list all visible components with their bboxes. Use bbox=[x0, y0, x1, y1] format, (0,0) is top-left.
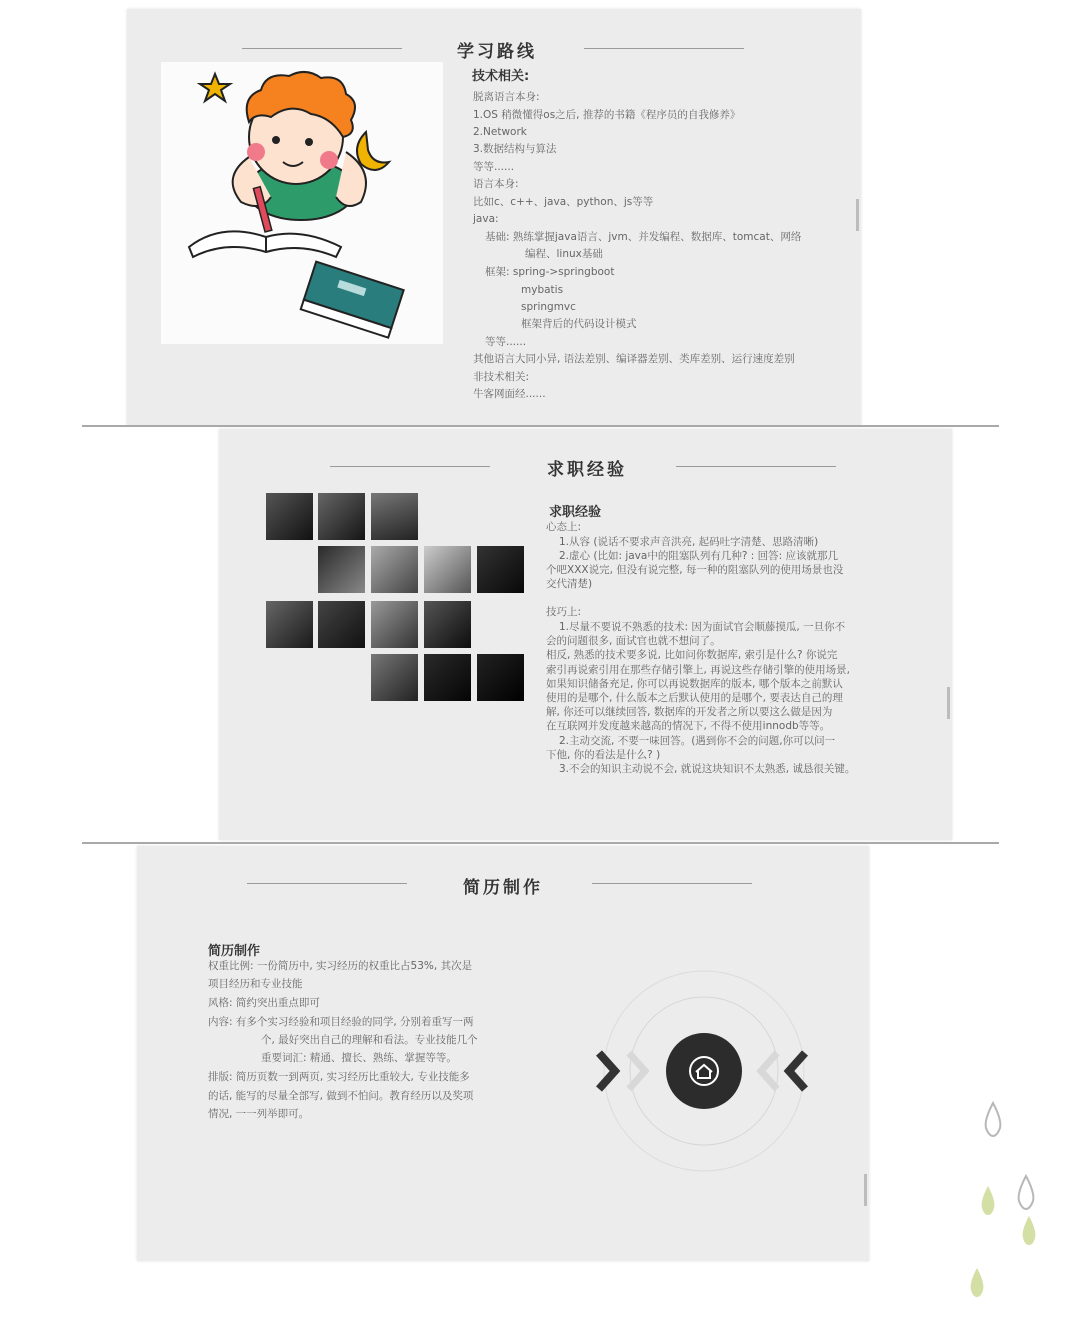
photo-tile bbox=[371, 493, 418, 540]
text-line: 框架背后的代码设计模式 bbox=[521, 318, 637, 330]
photo-tile bbox=[424, 546, 471, 593]
text-line: 情况, 一一列举即可。 bbox=[208, 1108, 310, 1120]
text-line: 2.Network bbox=[473, 126, 527, 138]
text-line: 牛客网面经...... bbox=[473, 388, 546, 400]
text-line: 相反, 熟悉的技术要多说, 比如问你数据库, 索引是什么? 你说完 bbox=[546, 649, 838, 661]
scrollbar[interactable] bbox=[864, 1174, 867, 1206]
text-line: mybatis bbox=[521, 284, 564, 296]
droplet-decoration bbox=[982, 1100, 1004, 1140]
home-navigation-graphic bbox=[587, 961, 827, 1181]
text-line: 等等...... bbox=[473, 161, 515, 173]
divider-line bbox=[82, 842, 999, 844]
text-line: 非技术相关: bbox=[473, 371, 530, 383]
text-line: 编程、linux基础 bbox=[525, 248, 603, 260]
photo-tile bbox=[371, 546, 418, 593]
text-line: 内容: 有多个实习经验和项目经验的同学, 分别着重写一两 bbox=[208, 1016, 474, 1028]
title-rule-left bbox=[242, 48, 402, 49]
text-line: java: bbox=[473, 213, 499, 225]
text-line: 在互联网并发度越来越高的情况下, 不得不使用innodb等等。 bbox=[546, 720, 831, 732]
text-line: 解, 你还可以继续回答, 数据库的开发者之所以要这么做是因为 bbox=[546, 706, 833, 718]
photo-tile bbox=[318, 601, 365, 648]
photo-tile bbox=[266, 601, 313, 648]
divider-line bbox=[82, 425, 999, 427]
slide-job-experience bbox=[219, 429, 952, 840]
photo-tile-mosaic bbox=[219, 429, 539, 729]
text-line: 等等...... bbox=[485, 336, 527, 348]
text-line: 技巧上: bbox=[546, 606, 582, 618]
text-line: 框架: spring->springboot bbox=[485, 266, 615, 278]
photo-tile bbox=[266, 493, 313, 540]
text-line: 比如c、c++、java、python、js等等 bbox=[473, 196, 654, 208]
slide-title: 学习路线 bbox=[457, 42, 537, 62]
text-line: 1.OS 稍微懂得os之后, 推荐的书籍《程序员的自我修养》 bbox=[473, 109, 741, 121]
text-line: 3.不会的知识主动说不会, 就说这块知识不太熟悉, 诚恳很关键。 bbox=[559, 763, 856, 775]
text-line: 的话, 能写的尽量全部写, 做到不怕问。教育经历以及奖项 bbox=[208, 1090, 474, 1102]
text-line: 1.从容 (说话不要求声音洪亮, 起码吐字清楚、思路清晰) bbox=[559, 536, 819, 548]
text-line: 语言本身: bbox=[473, 178, 519, 190]
photo-tile bbox=[318, 546, 365, 593]
section-heading: 技术相关: bbox=[472, 69, 530, 84]
text-line: 个吧XXX说完, 但没有说完整, 每一种的阻塞队列的使用场景也没 bbox=[546, 564, 844, 576]
boy-reading-image bbox=[161, 62, 443, 344]
text-line: 脱离语言本身: bbox=[473, 91, 540, 103]
text-line: 权重比例: 一份简历中, 实习经历的权重比占53%, 其次是 bbox=[208, 960, 473, 972]
text-line: 项目经历和专业技能 bbox=[208, 978, 303, 990]
text-line: 风格: 简约突出重点即可 bbox=[208, 997, 320, 1009]
droplet-decoration bbox=[1018, 1213, 1040, 1249]
text-line: 交代清楚) bbox=[546, 578, 593, 590]
photo-tile bbox=[371, 654, 418, 701]
slide-title: 简历制作 bbox=[463, 878, 543, 898]
illustration-boy-reading bbox=[161, 62, 443, 344]
photo-tile bbox=[371, 601, 418, 648]
photo-tile bbox=[424, 654, 471, 701]
slide-title: 求职经验 bbox=[547, 460, 627, 480]
photo-tile bbox=[477, 546, 524, 593]
slide-resume-making bbox=[137, 846, 869, 1261]
text-line: 重要词汇: 精通、擅长、熟练、掌握等等。 bbox=[261, 1052, 457, 1064]
text-line: 2.主动交流, 不要一味回答。(遇到你不会的问题,你可以问一 bbox=[559, 735, 836, 747]
title-rule-right bbox=[592, 883, 752, 884]
scrollbar[interactable] bbox=[947, 687, 950, 719]
text-line: 心态上: bbox=[546, 521, 582, 533]
text-line: 排版: 简历页数一到两页, 实习经历比重较大, 专业技能多 bbox=[208, 1071, 470, 1083]
droplet-decoration bbox=[977, 1183, 999, 1219]
photo-tile bbox=[318, 493, 365, 540]
text-line: 索引再说索引用在那些存储引擎上, 再说这些存储引擎的使用场景, bbox=[546, 664, 851, 676]
section-heading: 求职经验 bbox=[549, 505, 602, 520]
slide-learning-roadmap bbox=[127, 9, 861, 425]
title-rule-right bbox=[676, 466, 836, 467]
droplet-decoration bbox=[1015, 1173, 1037, 1213]
text-line: 如果知识储备充足, 你可以再说数据库的版本, 哪个版本之前默认 bbox=[546, 678, 843, 690]
scrollbar[interactable] bbox=[856, 199, 859, 231]
photo-tile bbox=[477, 654, 524, 701]
text-line: 1.尽量不要说不熟悉的技术: 因为面试官会顺藤摸瓜, 一旦你不 bbox=[559, 621, 846, 633]
photo-tile bbox=[424, 601, 471, 648]
section-heading: 简历制作 bbox=[208, 944, 261, 959]
text-line: 使用的是哪个, 什么版本之后默认使用的是哪个, 要表达自己的理 bbox=[546, 692, 843, 704]
droplet-decoration bbox=[966, 1265, 988, 1301]
text-line: 基础: 熟练掌握java语言、jvm、并发编程、数据库、tomcat、网络 bbox=[485, 231, 802, 243]
text-line: 2.虚心 (比如: java中的阻塞队列有几种? : 回答: 应该就那几 bbox=[559, 550, 838, 562]
text-line: 3.数据结构与算法 bbox=[473, 143, 557, 155]
text-line: 下他, 你的看法是什么? ) bbox=[546, 749, 661, 761]
text-line: 会的问题很多, 面试官也就不想问了。 bbox=[546, 635, 721, 647]
title-rule-left bbox=[247, 883, 407, 884]
title-rule-right bbox=[584, 48, 744, 49]
text-line: 个, 最好突出自己的理解和看法。专业技能几个 bbox=[261, 1034, 478, 1046]
text-line: springmvc bbox=[521, 301, 576, 313]
text-line: 其他语言大同小异, 语法差别、编译器差别、类库差别、运行速度差别 bbox=[473, 353, 795, 365]
